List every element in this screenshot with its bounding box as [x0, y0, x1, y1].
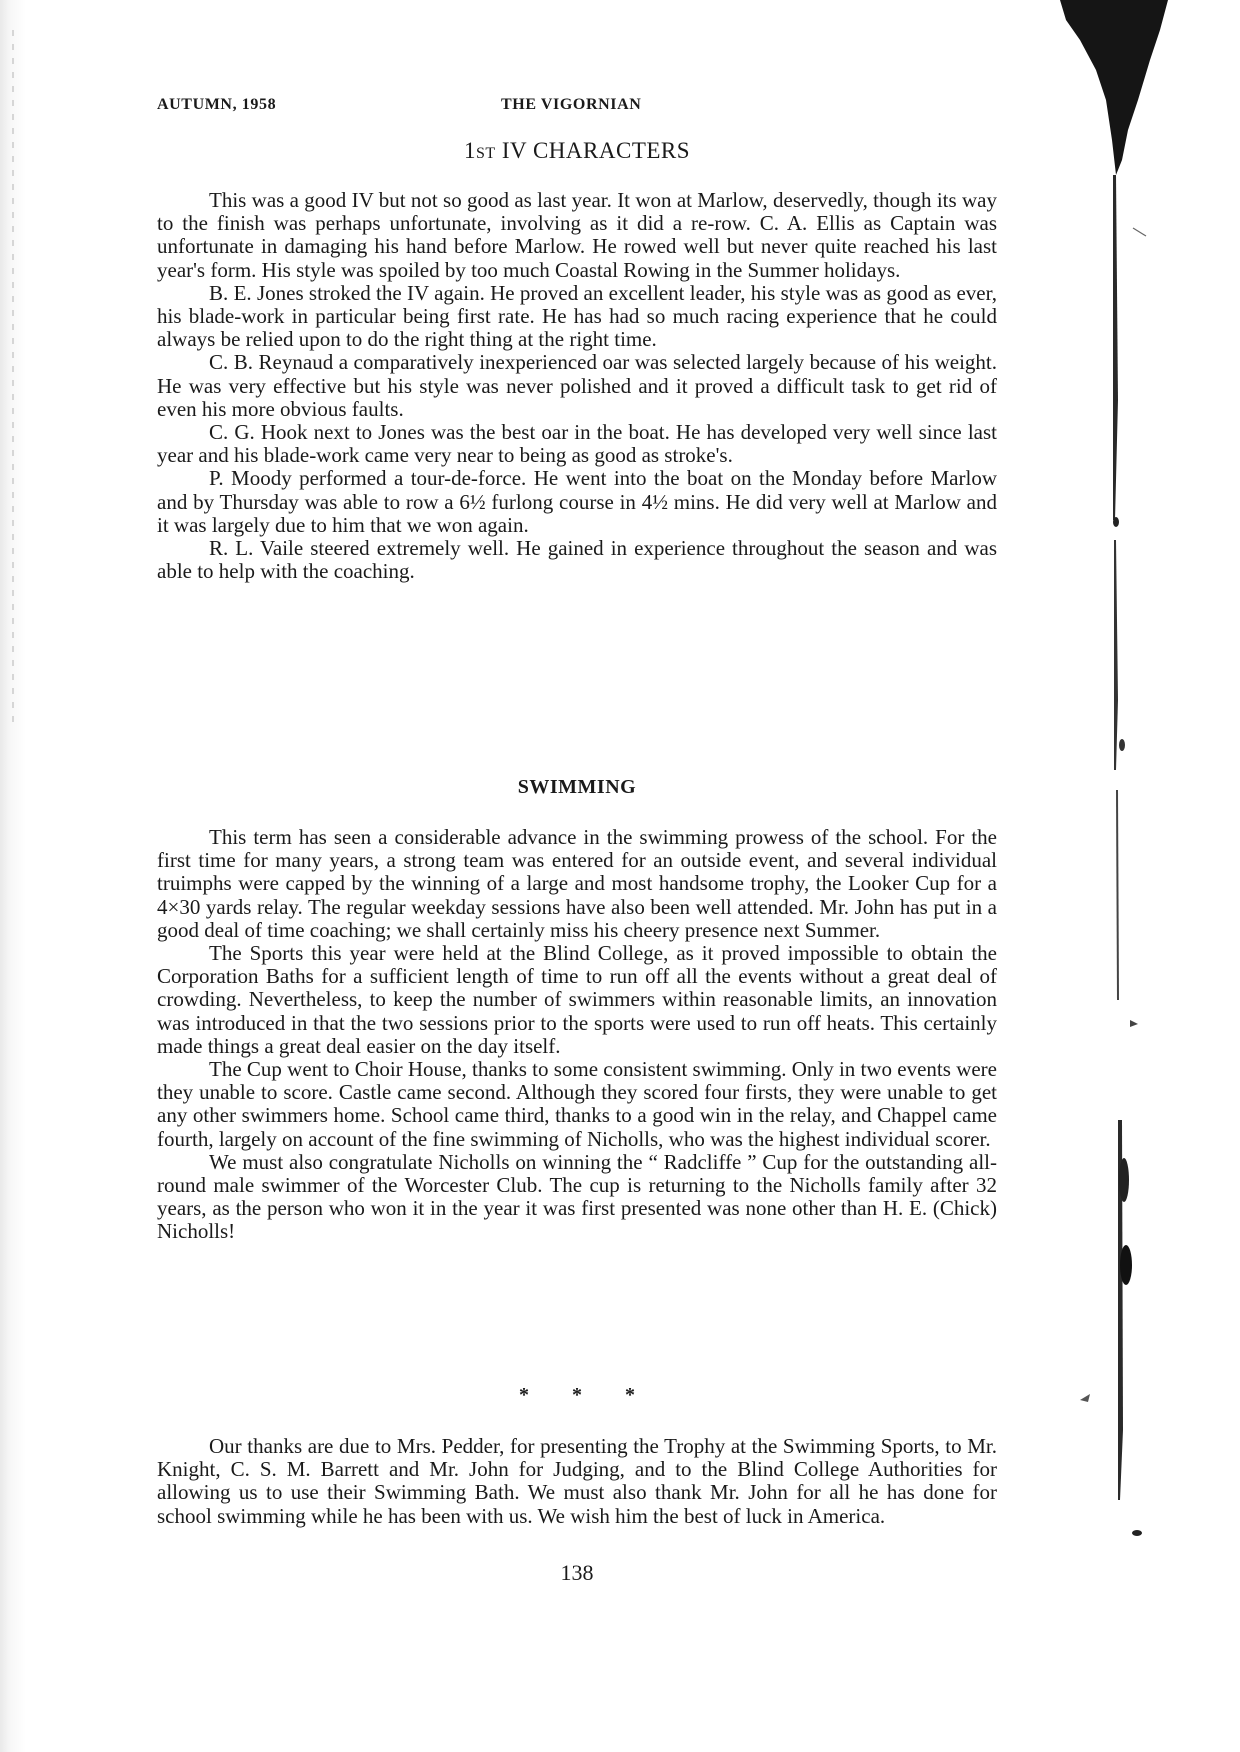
rowing-paragraph: B. E. Jones stroked the IV again. He proved an excellent leader, his style was as good as ever, his blade-work in particular being first rate. He has had so much racing experience that he could always be relied upon to do the right thing at the right time. [157, 280, 997, 352]
rowing-paragraph: C. G. Hook next to Jones was the best oar in the boat. He has developed very well since last year and his blade-work came very near to being as good as stroke's. [157, 420, 997, 468]
swimming-paragraph: The Sports this year were held at the Blind College, as it proved impossible to obtain the Corporation Baths for a sufficient length of time to run off all the events without a great deal of crowding. Nevertheless, to keep the number of swimmers within reasonable limits, an innovation was introduced in that the two sessions prior to the sports were used to run off heats. This certainly made things a great deal easier on the day itself. [157, 941, 997, 1058]
page-number: 138 [560, 1560, 594, 1585]
rowing-section-body [157, 189, 997, 583]
swimming-paragraph: The Cup went to Choir House, thanks to some consistent swimming. Only in two events were they unable to score. Castle came second. Although they scored four firsts, they were unable to get any other swimmers home. School came third, thanks to a good win in the relay, and Chappel came fourth, largely on account of the fine swimming of Nicholls, who was the highest individual scorer. [157, 1057, 997, 1151]
swimming-paragraph: We must also congratulate Nicholls on winning the “ Radcliffe ” Cup for the outstanding all-round male swimmer of the Worcester Club. The cup is returning to the Nicholls family after 32 years, as the person who won it in the year it was first presented was none other than H. E. (Chick) Nicholls! [157, 1149, 997, 1244]
rowing-section-title [157, 138, 997, 164]
rowing-paragraph: This was a good IV but not so good as last year. It won at Marlow, deservedly, though its way to the finish was perhaps unfortunate, involving as it did a re-row. C. A. Ellis as Captain was unfortunate in damaging his hand before Marlow. He rowed well but never quite reached his last year's form. His style was spoiled by too much Coastal Rowing in the Summer holidays. [157, 188, 997, 282]
swimming-section-title: SWIMMING [517, 776, 637, 798]
rowing-title-text: 1st IV CHARACTERS [463, 138, 691, 163]
thanks-section-body [157, 1435, 997, 1528]
running-header [157, 96, 997, 120]
rowing-paragraph: R. L. Vaile steered extremely well. He gained in experience throughout the season and was able to help with the coaching. [157, 536, 997, 584]
swimming-section-body [157, 826, 997, 1244]
thanks-paragraph: Our thanks are due to Mrs. Pedder, for presenting the Trophy at the Swimming Sports, to Mr. Knight, C. S. M. Barrett and Mr. John for Judging, and to the Blind College Authorities for allowing us to use their Swimming Bath. We must also thank Mr. John for all he has done for school swimming while he has been with us. We wish him the best of luck in America. [157, 1434, 997, 1528]
publication-name: THE VIGORNIAN [501, 96, 642, 113]
swimming-paragraph: This term has seen a considerable advance in the swimming prowess of the school. For the first time for many years, a strong team was entered for an outside event, and several individual truimphs were capped by the winning of a large and most handsome trophy, the Looker Cup for a 4×30 yards relay. The regular weekday sessions have also been well attended. Mr. John has put in a good deal of time coaching; we shall certainly miss his cheery presence next Summer. [157, 825, 997, 942]
rowing-paragraph: C. B. Reynaud a comparatively inexperienced oar was selected largely because of his weight. He was very effective but his style was never polished and it proved a difficult task to get rid of even his more obvious faults. [157, 350, 997, 421]
section-separator: * * * [519, 1384, 635, 1406]
issue-date: AUTUMN, 1958 [157, 96, 277, 113]
rowing-paragraph: P. Moody performed a tour-de-force. He went into the boat on the Monday before Marlow and by Thursday was able to row a 6½ furlong course in 4½ mins. He did very well at Marlow and it was largely due to him that we won again. [157, 466, 997, 537]
